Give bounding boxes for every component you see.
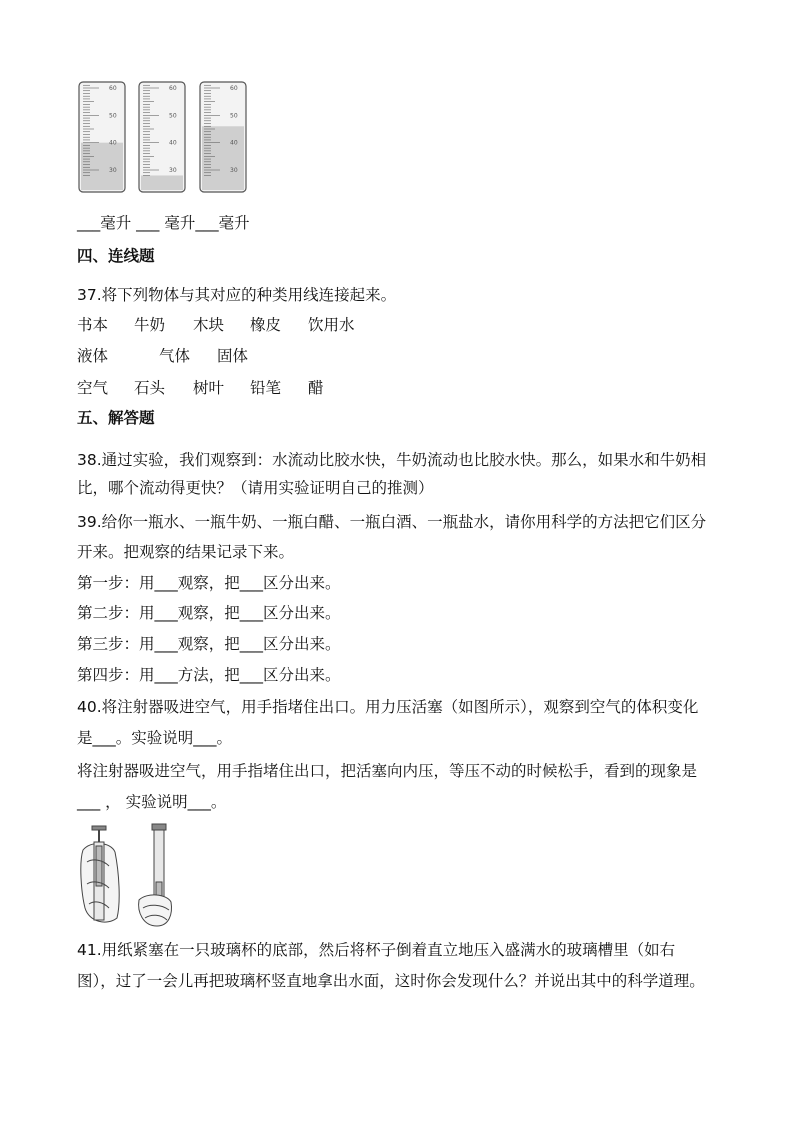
scale-label: 50 xyxy=(230,112,238,120)
scale-label: 30 xyxy=(169,167,177,174)
liquid-level xyxy=(202,126,244,190)
category: 液体 xyxy=(77,347,109,365)
scale-label: 30 xyxy=(109,167,117,174)
graduated-cylinder xyxy=(79,82,125,192)
question-39-line-2: 开来。把观察的结果记录下来。 xyxy=(77,543,295,561)
item: 树叶 xyxy=(193,379,225,397)
scale-label: 40 xyxy=(109,139,117,147)
scale-label: 50 xyxy=(109,112,117,120)
question-40-line-4: ___ ， 实验说明___。 xyxy=(77,793,227,811)
question-41-line-2: 图），过了一会儿再把玻璃杯竖直地拿出水面，这时你会发现什么？并说出其中的科学道理。 xyxy=(77,972,705,990)
scale-label: 50 xyxy=(169,112,177,120)
section-5-title: 五、解答题 xyxy=(77,409,155,427)
answer-blanks-line: ___毫升 ___ 毫升___毫升 xyxy=(77,214,250,232)
step-2: 第二步：用___观察，把___区分出来。 xyxy=(77,604,341,622)
item: 醋 xyxy=(308,379,324,397)
question-37: 37.将下列物体与其对应的种类用线连接起来。 xyxy=(77,286,397,304)
item: 橡皮 xyxy=(250,316,282,334)
question-40-line-1: 40.将注射器吸进空气，用手指堵住出口。用力压活塞（如图所示），观察到空气的体积变化 xyxy=(77,698,699,716)
step-1: 第一步：用___观察，把___区分出来。 xyxy=(77,574,341,592)
graduated-cylinder xyxy=(139,82,185,192)
syringe-right xyxy=(139,824,172,926)
item: 牛奶 xyxy=(134,316,166,334)
item: 饮用水 xyxy=(308,316,355,334)
question-38-line-2: 比，哪个流动得更快？（请用实验证明自己的推测） xyxy=(77,479,434,497)
scale-label: 60 xyxy=(109,85,117,92)
category: 固体 xyxy=(217,347,249,365)
scale-label: 40 xyxy=(230,139,238,147)
item: 石头 xyxy=(134,379,166,397)
liquid-level xyxy=(81,143,123,190)
item: 空气 xyxy=(77,379,109,397)
syringe-figure xyxy=(77,822,177,930)
syringe-left xyxy=(81,826,119,922)
step-4: 第四步：用___方法，把___区分出来。 xyxy=(77,666,341,684)
scale-label: 40 xyxy=(169,139,177,147)
graduated-cylinders-figure xyxy=(77,80,257,196)
liquid-level xyxy=(141,175,183,190)
scale-label: 30 xyxy=(230,167,238,174)
graduated-cylinder xyxy=(200,82,246,192)
item: 书本 xyxy=(77,316,109,334)
section-4-title: 四、连线题 xyxy=(77,247,155,265)
question-38-line-1: 38.通过实验，我们观察到：水流动比胶水快，牛奶流动也比胶水快。那么，如果水和牛奶相 xyxy=(77,451,707,469)
question-39-line-1: 39.给你一瓶水、一瓶牛奶、一瓶白醋、一瓶白酒、一瓶盐水，请你用科学的方法把它们区分 xyxy=(77,513,707,531)
item: 铅笔 xyxy=(250,379,282,397)
scale-label: 60 xyxy=(169,85,177,92)
question-40-line-3: 将注射器吸进空气，用手指堵住出口，把活塞向内压，等压不动的时候松手，看到的现象是 xyxy=(77,762,698,780)
step-3: 第三步：用___观察，把___区分出来。 xyxy=(77,635,341,653)
scale-label: 60 xyxy=(230,85,238,92)
question-40-line-2: 是___。实验说明___。 xyxy=(77,729,233,747)
category: 气体 xyxy=(159,347,191,365)
question-41-line-1: 41.用纸紧塞在一只玻璃杯的底部，然后将杯子倒着直立地压入盛满水的玻璃槽里（如右 xyxy=(77,941,676,959)
item: 木块 xyxy=(193,316,225,334)
